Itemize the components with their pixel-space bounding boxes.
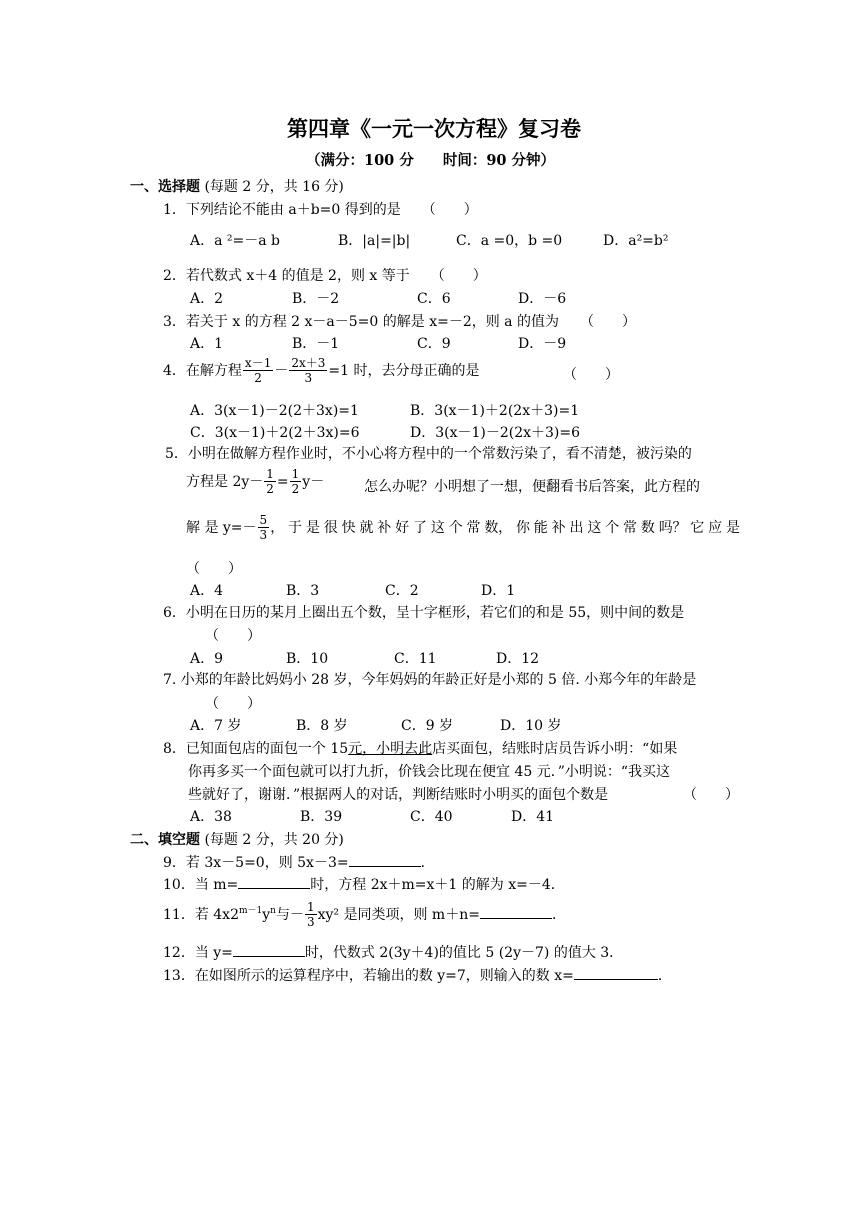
q11-fraction-num: 1 <box>306 900 315 914</box>
q6-line-1: 6．小明在日历的某月上圈出五个数，呈十字框形，若它们的和是 55，则中间的数是 <box>163 605 685 621</box>
q11-end: ． <box>551 906 566 923</box>
section-fill-note: (每题 2 分，共 20 分) <box>204 832 344 848</box>
section-fill-heading <box>130 833 344 847</box>
page-subtitle: （满分：100 分 时间：90 分钟） <box>306 152 556 169</box>
q8-line-1-post: 店买面包，结账时店员告诉小明：“如果 <box>432 741 678 757</box>
q4-option-c: C．3(x－1)＋2(2＋3x)=6 <box>190 425 360 441</box>
q13-post: ． <box>657 968 672 984</box>
q1-option-d: D．a²=b² <box>603 233 669 249</box>
q6-option-d: D．12 <box>496 651 540 667</box>
q5-line-2-post: y－ <box>302 473 325 490</box>
q5-fraction-2-num: 1 <box>291 467 300 481</box>
q11-fraction-den: 3 <box>306 915 315 930</box>
q1-option-a: A．a ²=－a b <box>190 233 281 249</box>
q8-option-d: D．41 <box>511 809 555 825</box>
q11-sup-1: m－1 <box>238 906 263 917</box>
q1-option-b-expr: |a|=|b| <box>362 233 411 249</box>
q12-line <box>163 945 623 960</box>
q3-option-c: C．9 <box>417 336 451 352</box>
q2-option-c: C．6 <box>417 291 451 307</box>
q2-option-d: D．－6 <box>518 291 567 307</box>
q5-fraction-3-num: 5 <box>259 513 268 527</box>
q5-line-3 <box>186 513 740 543</box>
q8-option-b: B．39 <box>300 809 343 825</box>
q9-pre: 9．若 3x－5=0，则 5x－3= <box>163 855 349 871</box>
q11-pre: 11．若 4x2 <box>163 906 239 923</box>
q2-stem: 2．若代数式 x＋4 的值是 2，则 x 等于 （ ） <box>163 268 487 284</box>
q7-option-c: C．9 岁 <box>401 718 454 734</box>
q3-stem: 3．若关于 x 的方程 2 x－a－5=0 的解是 x=－2，则 a 的值为 （ ） <box>163 314 636 330</box>
q5-fraction-2 <box>290 467 302 497</box>
q4-stem-post: =1 时，去分母正确的是 <box>328 362 480 379</box>
q9-line <box>163 855 435 870</box>
q5-option-a: A．4 <box>190 583 224 599</box>
q4-fraction-1-num: x－1 <box>244 356 272 370</box>
q13-pre: 13．在如图所示的运算程序中，若输出的数 y=7，则输入的数 x= <box>163 968 574 984</box>
section-fill-title: 二、填空题 <box>130 832 200 848</box>
q5-line-2-pre: 方程是 2y－ <box>186 473 264 490</box>
q1-option-b <box>338 234 410 248</box>
q5-fraction-3 <box>258 513 270 543</box>
q10-line <box>163 877 565 892</box>
q2-option-b: B．－2 <box>292 291 340 307</box>
q8-line-3: 些就好了，谢谢．”根据两人的对话，判断结账时小明买的面包个数是 <box>188 787 609 803</box>
q3-option-d: D．－9 <box>518 336 567 352</box>
q7-answer-paren: （ ） <box>205 696 261 712</box>
q5-answer-paren: （ ） <box>186 561 242 577</box>
q8-answer-paren: （ ） <box>683 787 739 803</box>
q4-option-a: A．3(x－1)－2(2＋3x)=1 <box>190 403 359 419</box>
q6-answer-paren: （ ） <box>205 628 261 644</box>
q5-line-3-pre: 解 是 y=－ <box>186 519 257 536</box>
q4-stem-pre: 4．在解方程 <box>163 362 242 379</box>
q13-line <box>163 968 672 983</box>
q5-fraction-1-den: 2 <box>266 482 274 497</box>
q5-line-1: 5．小明在做解方程作业时，不小心将方程中的一个常数污染了，看不清楚，被污染的 <box>165 446 692 462</box>
q11-sup-2: n <box>270 906 276 917</box>
q4-fraction-2-num: 2x＋3 <box>291 356 326 370</box>
q3-option-a: A．1 <box>190 336 224 352</box>
q4-fraction-1 <box>243 356 273 386</box>
page-title: 第四章《一元一次方程》复习卷 <box>287 116 581 141</box>
q11-mid-2: 与－ <box>275 906 304 923</box>
q3-option-b: B．－1 <box>292 336 340 352</box>
q5-option-d: D．1 <box>481 583 516 599</box>
q8-line-1-pre: 8．已知面包店的面包一个 15 <box>163 741 349 757</box>
q2-option-a: A．2 <box>190 291 224 307</box>
q5-fraction-2-den: 2 <box>291 482 300 497</box>
q8-option-c: C．40 <box>410 809 453 825</box>
q7-option-d: D．10 岁 <box>500 718 562 734</box>
q1-option-b-prefix: B． <box>338 233 363 249</box>
q12-post: 时，代数式 2(3y＋4)的值比 5 (2y－7) 的值大 3． <box>304 945 624 961</box>
section-choice-heading <box>130 180 344 194</box>
q11-mid: y <box>262 906 271 923</box>
q6-option-b: B．10 <box>286 651 329 667</box>
q1-option-c: C．a =0，b =0 <box>456 233 563 249</box>
q8-line-2: 你再多买一个面包就可以打九折，价钱会比现在便宜 45 元．”小明说：“我买这 <box>188 764 671 780</box>
q7-line-1: 7. 小郑的年龄比妈妈小 28 岁，今年妈妈的年龄正好是小郑的 5 倍. 小郑今年的年龄是 <box>163 672 697 688</box>
q8-line-1-underlined: 元，小明去此 <box>348 741 433 757</box>
q8-line-1 <box>163 742 677 756</box>
q5-option-b: B．3 <box>286 583 320 599</box>
q5-fraction-1-num: 1 <box>266 467 274 481</box>
q5-line-2-tail: 怎么办呢？小明想了一想，便翻看书后答案，此方程的 <box>364 479 700 495</box>
q4-option-d: D．3(x－1)－2(2x＋3)=6 <box>410 425 581 441</box>
q4-fraction-1-den: 2 <box>254 371 262 386</box>
q8-option-a: A．38 <box>190 809 232 825</box>
q5-line-3-post: ， 于 是 很 快 就 补 好 了 这 个 常 数， 你 能 补 出 这 个 常 数 吗？ 它 应 是 <box>270 519 740 536</box>
q9-post: ． <box>420 855 435 871</box>
q11-answer-blank[interactable] <box>480 907 552 919</box>
section-choice-note: (每题 2 分，共 16 分) <box>204 179 344 195</box>
q4-fraction-2-den: 3 <box>304 371 313 386</box>
q4-fraction-2 <box>289 356 327 386</box>
q4-minus: － <box>274 362 289 379</box>
q4-option-b: B．3(x－1)＋2(2x＋3)=1 <box>410 403 580 419</box>
q6-option-a: A．9 <box>190 651 224 667</box>
q10-post: 时，方程 2x＋m=x＋1 的解为 x=－4． <box>310 877 565 893</box>
q1-stem: 1．下列结论不能由 a＋b=0 得到的是 （ ） <box>163 202 478 218</box>
q4-stem <box>163 356 479 386</box>
q6-option-c: C．11 <box>394 651 437 667</box>
section-choice-title: 一、选择题 <box>130 179 200 195</box>
q12-answer-blank[interactable] <box>233 945 305 957</box>
q11-fraction <box>305 900 317 930</box>
q5-fraction-3-den: 3 <box>259 528 268 543</box>
q7-option-b: B．8 岁 <box>296 718 348 734</box>
q5-option-c: C．2 <box>385 583 419 599</box>
q7-option-a: A．7 岁 <box>190 718 242 734</box>
q11-post: xy² 是同类项，则 m＋n= <box>317 906 480 923</box>
q4-answer-paren: （ ） <box>563 367 619 383</box>
q11-line <box>163 900 566 930</box>
q9-answer-blank[interactable] <box>349 855 421 867</box>
q10-answer-blank[interactable] <box>238 877 310 889</box>
q5-equals: = <box>276 473 289 490</box>
q12-pre: 12．当 y= <box>163 945 233 961</box>
q5-fraction-1 <box>264 467 276 497</box>
q10-pre: 10．当 m= <box>163 877 239 893</box>
q5-line-2 <box>186 467 324 497</box>
q13-answer-blank[interactable] <box>574 968 658 980</box>
